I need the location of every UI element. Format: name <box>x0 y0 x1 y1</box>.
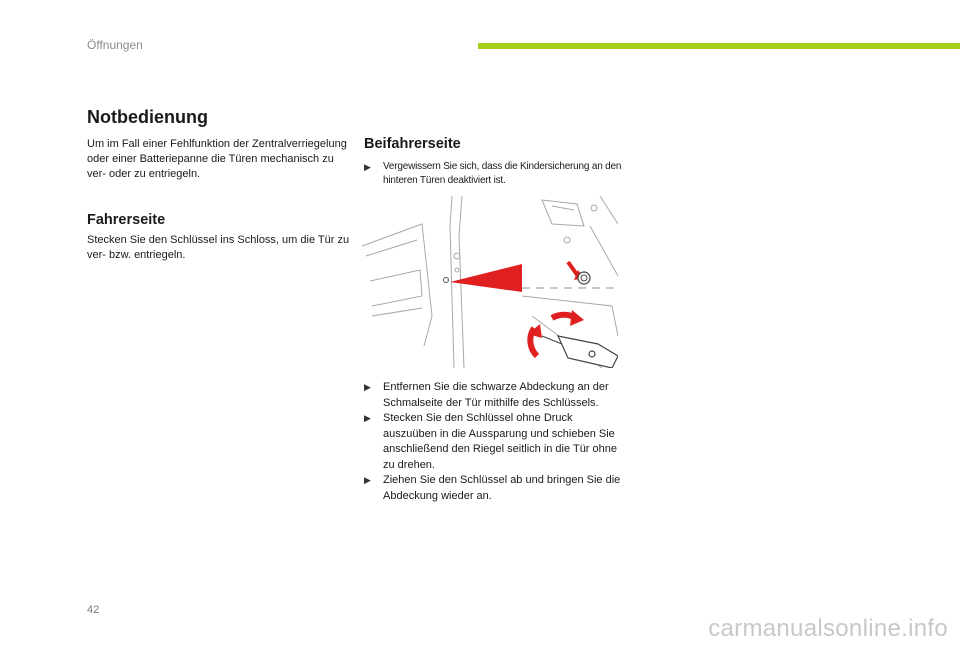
list-item <box>364 160 624 188</box>
triangle-right-icon: ▶ <box>364 413 371 423</box>
intro-paragraph: Um im Fall einer Fehlfunktion der Zentralverriegelung oder einer Batteriepanne die Türen mechanisch zu ver- oder zu entriegeln. <box>87 138 347 180</box>
door-lock-illustration <box>362 196 618 368</box>
step-text: Entfernen Sie die schwarze Abdeckung an der Schmalseite der Tür mithilfe des Schlüssels. <box>383 381 609 409</box>
list-item <box>364 411 624 473</box>
header-accent-bar <box>478 43 960 49</box>
watermark: carmanualsonline.info <box>708 615 948 642</box>
triangle-right-icon: ▶ <box>364 162 371 172</box>
list-item <box>364 380 624 411</box>
step-text: Stecken Sie den Schlüssel ohne Druck auszuüben in die Aussparung und schieben Sie anschließend den Riegel seitlich in die Tür ohne zu drehen. <box>383 412 617 471</box>
steps-list <box>364 380 624 504</box>
heading-beifahrerseite: Beifahrerseite <box>364 136 461 152</box>
page-title: Notbedienung <box>87 107 208 127</box>
note-list <box>364 160 624 188</box>
step-text: Ziehen Sie den Schlüssel ab und bringen Sie die Abdeckung wieder an. <box>383 474 621 502</box>
fahrerseite-text: Stecken Sie den Schlüssel ins Schloss, um die Tür zu ver- bzw. entriegeln. <box>87 234 350 261</box>
list-item <box>364 473 624 504</box>
page-number: 42 <box>87 604 100 616</box>
triangle-right-icon: ▶ <box>364 475 371 485</box>
note-text: Vergewissern Sie sich, dass die Kindersicherung an den hinteren Türen deaktiviert ist. <box>383 161 622 186</box>
section-label: Öffnungen <box>87 38 143 52</box>
triangle-right-icon: ▶ <box>364 382 371 392</box>
heading-fahrerseite: Fahrerseite <box>87 212 166 228</box>
